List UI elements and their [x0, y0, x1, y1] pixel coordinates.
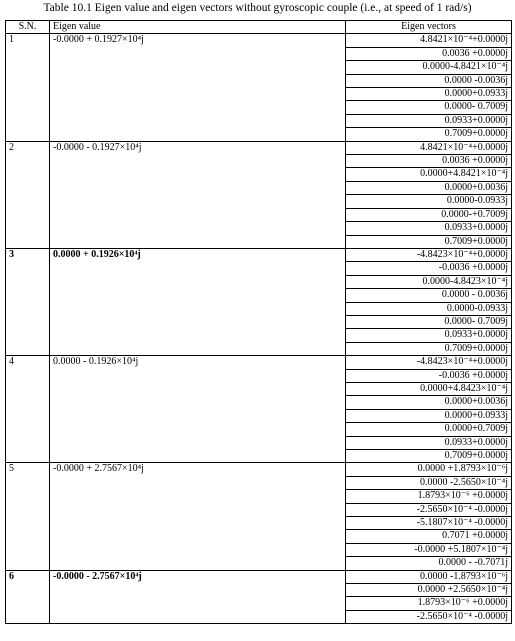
eigen-vector-cell: 0.0000 - 0.0036j [346, 289, 512, 302]
eigen-vector-cell: 1.8793×10⁻⁶ +0.0000j [346, 597, 512, 610]
eigen-vector-cell: 0.0000+0.0933j [346, 409, 512, 422]
eigen-vector-cell: 0.7009+0.0000j [346, 235, 512, 248]
eigen-vector-cell: -2.5650×10⁻⁴ -0.0000j [346, 503, 512, 516]
eigen-vector-cell: 0.0036 +0.0000j [346, 155, 512, 168]
table-row [6, 34, 512, 47]
eigen-vector-cell: 0.0933+0.0000j [346, 436, 512, 449]
eigen-vector-cell: 0.0000+0.0036j [346, 181, 512, 194]
eigen-vector-cell: 0.0933+0.0000j [346, 114, 512, 127]
eigen-vector-cell: 0.0000 - -0.7071j [346, 557, 512, 570]
eigen-value-cell: 0.0000 - 0.1926×10⁴j [50, 356, 346, 463]
eigen-value-cell: -0.0000 + 0.1927×10⁴j [50, 34, 346, 141]
eigen-table [5, 20, 512, 624]
eigen-vector-cell: -0.0036 +0.0000j [346, 369, 512, 382]
eigen-vector-cell: 0.0000+0.0036j [346, 396, 512, 409]
table-caption: Table 10.1 Eigen value and eigen vectors without gyroscopic couple (i.e., at speed of 1 rad/s) [43, 2, 472, 14]
eigen-vector-cell: 0.0933+0.0000j [346, 222, 512, 235]
eigen-vector-cell: 0.0000 -1.8793×10⁻⁶j [346, 570, 512, 583]
header-eigen-vectors: Eigen vectors [346, 21, 512, 34]
eigen-vector-cell: 0.0000 +2.5650×10⁻⁴j [346, 584, 512, 597]
eigen-vector-cell: 0.0000 -2.5650×10⁻⁴j [346, 476, 512, 489]
eigen-vector-cell: 0.0000-0.0933j [346, 302, 512, 315]
table-row [6, 463, 512, 476]
eigen-vector-cell: 0.0933+0.0000j [346, 329, 512, 342]
eigen-vector-cell: -0.0036 +0.0000j [346, 262, 512, 275]
eigen-vector-cell: -0.0000 +5.1807×10⁻⁴j [346, 543, 512, 556]
eigen-vector-cell: 0.0000 -0.0036j [346, 74, 512, 87]
eigen-vector-cell: 0.7009+0.0000j [346, 342, 512, 355]
table-row [6, 248, 512, 261]
eigen-vector-cell: 0.0000 +1.8793×10⁻⁶j [346, 463, 512, 476]
sn-cell: 1 [6, 34, 50, 141]
eigen-vector-cell: 0.0000- 0.7009j [346, 101, 512, 114]
header-sn: S.N. [6, 21, 50, 34]
eigen-vector-cell: 0.0000-4.8421×10⁻⁴j [346, 61, 512, 74]
table-body [6, 34, 512, 624]
eigen-vector-cell: 4.8421×10⁻⁴+0.0000j [346, 141, 512, 154]
eigen-vector-cell: 0.0000-0.0933j [346, 195, 512, 208]
eigen-vector-cell: 0.0000-4.8423×10⁻⁴j [346, 275, 512, 288]
header-eigen-value: Eigen value [50, 21, 346, 34]
table-row [6, 356, 512, 369]
sn-cell: 6 [6, 570, 50, 624]
eigen-value-cell: -0.0000 - 0.1927×10⁴j [50, 141, 346, 248]
eigen-vector-cell: 0.0036 +0.0000j [346, 47, 512, 60]
eigen-vector-cell: 0.0000+0.0933j [346, 88, 512, 101]
eigen-vector-cell: 0.7071 +0.0000j [346, 530, 512, 543]
eigen-vector-cell: 0.7009+0.0000j [346, 128, 512, 141]
eigen-value-cell: -0.0000 + 2.7567×10⁴j [50, 463, 346, 570]
eigen-vector-cell: 0.0000+4.8421×10⁻⁴j [346, 168, 512, 181]
eigen-vector-cell: 1.8793×10⁻⁶ +0.0000j [346, 490, 512, 503]
eigen-vector-cell: 0.0000+0.7009j [346, 423, 512, 436]
eigen-vector-cell: 0.0000+4.8423×10⁻⁴j [346, 382, 512, 395]
eigen-vector-cell: -4.8423×10⁻⁴+0.0000j [346, 356, 512, 369]
table-row [6, 570, 512, 583]
table-header-row [6, 21, 512, 34]
table-row [6, 141, 512, 154]
eigen-value-cell: 0.0000 + 0.1926×10⁴j [50, 248, 346, 355]
eigen-vector-cell: 0.7009+0.0000j [346, 450, 512, 463]
sn-cell: 2 [6, 141, 50, 248]
sn-cell: 4 [6, 356, 50, 463]
eigen-vector-cell: 4.8421×10⁻⁴+0.0000j [346, 34, 512, 47]
eigen-vector-cell: 0.0000-+0.7009j [346, 208, 512, 221]
sn-cell: 3 [6, 248, 50, 355]
eigen-value-cell: -0.0000 - 2.7567×10⁴j [50, 570, 346, 624]
eigen-vector-cell: -2.5650×10⁻⁴ -0.0000j [346, 610, 512, 623]
sn-cell: 5 [6, 463, 50, 570]
eigen-vector-cell: -4.8423×10⁻⁴+0.0000j [346, 248, 512, 261]
eigen-vector-cell: -5.1807×10⁻⁴ -0.0000j [346, 517, 512, 530]
eigen-vector-cell: 0.0000- 0.7009j [346, 315, 512, 328]
